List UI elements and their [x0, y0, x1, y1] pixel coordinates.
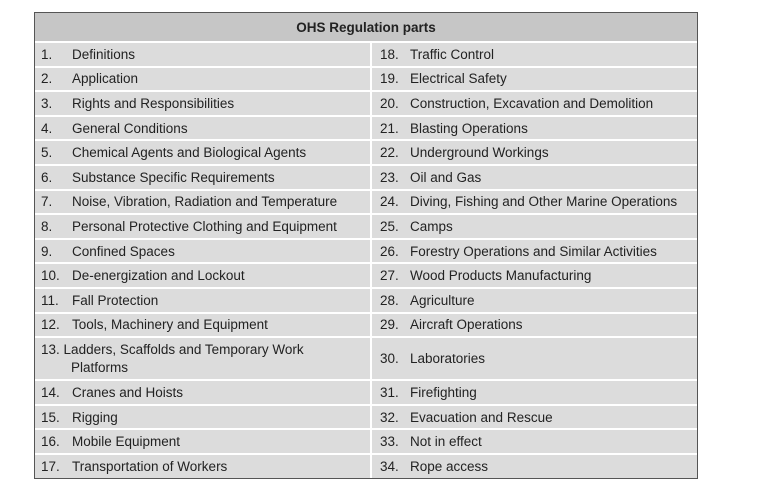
- table-cell-right: [372, 430, 697, 453]
- item-label: Diving, Fishing and Other Marine Operations: [410, 194, 678, 210]
- table-cell-left: [35, 92, 372, 115]
- table-cell-left: [35, 117, 372, 140]
- table-row: [35, 264, 697, 289]
- item-number: 28.: [380, 292, 399, 308]
- item-label: Confined Spaces: [72, 243, 175, 259]
- item-label: Oil and Gas: [410, 169, 482, 185]
- item-label: Not in effect: [410, 434, 482, 450]
- table-cell-left: [35, 166, 372, 189]
- item-number: 2.: [41, 71, 53, 87]
- item-label: General Conditions: [72, 120, 188, 136]
- item-number: 4.: [41, 120, 53, 136]
- table-row: [35, 92, 697, 117]
- table-cell-right: [372, 314, 697, 337]
- item-number: 31.: [380, 384, 399, 400]
- table-cell-right: [372, 381, 697, 404]
- item-label: Definitions: [72, 46, 136, 62]
- item-label: Construction, Excavation and Demolition: [410, 95, 654, 111]
- item-label: Forestry Operations and Similar Activities: [410, 243, 657, 259]
- table-row: [35, 381, 697, 406]
- item-number: 16.: [41, 434, 60, 450]
- item-label: Noise, Vibration, Radiation and Temperature: [72, 194, 338, 210]
- item-number: 24.: [380, 194, 399, 210]
- item-label: Firefighting: [410, 384, 477, 400]
- item-label: De-energization and Lockout: [72, 268, 245, 284]
- item-label: Blasting Operations: [410, 120, 528, 136]
- item-number: 6.: [41, 169, 53, 185]
- table-title: OHS Regulation parts: [35, 13, 697, 43]
- table-cell-left: [35, 68, 372, 91]
- item-number: 14.: [41, 384, 60, 400]
- table-cell-left: [35, 264, 372, 287]
- table-cell-right: [372, 338, 697, 379]
- table-row: [35, 338, 697, 381]
- item-label: Substance Specific Requirements: [72, 169, 275, 185]
- item-label: Agriculture: [410, 292, 475, 308]
- table-cell-left: [35, 455, 372, 478]
- table-row: [35, 68, 697, 93]
- item-number: 23.: [380, 169, 399, 185]
- table-cell-right: [372, 141, 697, 164]
- table-cell-left: [35, 43, 372, 66]
- table-cell-right: [372, 289, 697, 312]
- table-row: [35, 240, 697, 265]
- table-cell-left: [35, 430, 372, 453]
- item-number: 3.: [41, 95, 53, 111]
- table-cell-left: [35, 141, 372, 164]
- item-label: Aircraft Operations: [410, 317, 523, 333]
- table-row: [35, 314, 697, 339]
- item-label-wrapped: [41, 341, 304, 377]
- item-number: 5.: [41, 145, 53, 161]
- item-label: Transportation of Workers: [72, 458, 228, 474]
- item-label: Application: [72, 71, 139, 87]
- item-number: 21.: [380, 120, 399, 136]
- item-number: 8.: [41, 218, 53, 234]
- table-cell-right: [372, 117, 697, 140]
- item-number: 17.: [41, 458, 60, 474]
- table-cell-left: [35, 381, 372, 404]
- table-row: [35, 406, 697, 431]
- table-cell-right: [372, 455, 697, 478]
- item-number: 26.: [380, 243, 399, 259]
- item-label: Electrical Safety: [410, 71, 507, 87]
- item-label: Rigging: [72, 409, 118, 425]
- item-label: Laboratories: [410, 351, 486, 367]
- table-row: [35, 455, 697, 478]
- item-number: 30.: [380, 351, 399, 367]
- table-cell-left: [35, 191, 372, 214]
- item-label: Chemical Agents and Biological Agents: [72, 145, 307, 161]
- item-number: 7.: [41, 194, 53, 210]
- table-cell-right: [372, 43, 697, 66]
- item-label: Personal Protective Clothing and Equipment: [72, 218, 337, 234]
- item-number: 18.: [380, 46, 399, 62]
- item-label: Rope access: [410, 458, 489, 474]
- table-cell-left: [35, 240, 372, 263]
- item-label: Fall Protection: [72, 292, 159, 308]
- table-row: [35, 141, 697, 166]
- item-label: Traffic Control: [410, 46, 495, 62]
- table-cell-right: [372, 166, 697, 189]
- table-cell-left: [35, 406, 372, 429]
- table-body: [35, 43, 697, 478]
- item-number: 29.: [380, 317, 399, 333]
- item-number: 32.: [380, 409, 399, 425]
- item-label: Mobile Equipment: [72, 434, 181, 450]
- item-label: Evacuation and Rescue: [410, 409, 553, 425]
- item-number: 25.: [380, 218, 399, 234]
- item-label: Camps: [410, 218, 453, 234]
- item-label: Rights and Responsibilities: [72, 95, 235, 111]
- table-row: [35, 166, 697, 191]
- table-cell-right: [372, 406, 697, 429]
- table-cell-right: [372, 215, 697, 238]
- table-cell-left: [35, 289, 372, 312]
- table-cell-right: [372, 92, 697, 115]
- item-label: Wood Products Manufacturing: [410, 268, 592, 284]
- item-label: Ladders, Scaffolds and Temporary Work: [63, 341, 304, 357]
- table-cell-left: [35, 215, 372, 238]
- table-row: [35, 43, 697, 68]
- table-row: [35, 215, 697, 240]
- item-label-continuation: Platforms: [71, 359, 129, 375]
- item-label: Underground Workings: [410, 145, 549, 161]
- item-number: 13.: [41, 341, 60, 357]
- table-cell-right: [372, 264, 697, 287]
- table-row: [35, 191, 697, 216]
- item-label: Tools, Machinery and Equipment: [72, 317, 268, 333]
- item-number: 9.: [41, 243, 53, 259]
- item-number: 33.: [380, 434, 399, 450]
- item-number: 10.: [41, 268, 60, 284]
- table-cell-left: [35, 314, 372, 337]
- item-number: 20.: [380, 95, 399, 111]
- item-number: 12.: [41, 317, 60, 333]
- item-number: 22.: [380, 145, 399, 161]
- table-cell-right: [372, 240, 697, 263]
- ohs-regulation-parts-table: [34, 12, 698, 479]
- item-number: 15.: [41, 409, 60, 425]
- item-number: 11.: [41, 292, 59, 308]
- table-row: [35, 430, 697, 455]
- table-row: [35, 117, 697, 142]
- item-number: 27.: [380, 268, 399, 284]
- item-number: 34.: [380, 458, 399, 474]
- table-row: [35, 289, 697, 314]
- item-number: 1.: [41, 46, 53, 62]
- item-label: Cranes and Hoists: [72, 384, 184, 400]
- table-cell-left: [35, 338, 372, 379]
- table-cell-right: [372, 191, 697, 214]
- table-cell-right: [372, 68, 697, 91]
- item-number: 19.: [380, 71, 399, 87]
